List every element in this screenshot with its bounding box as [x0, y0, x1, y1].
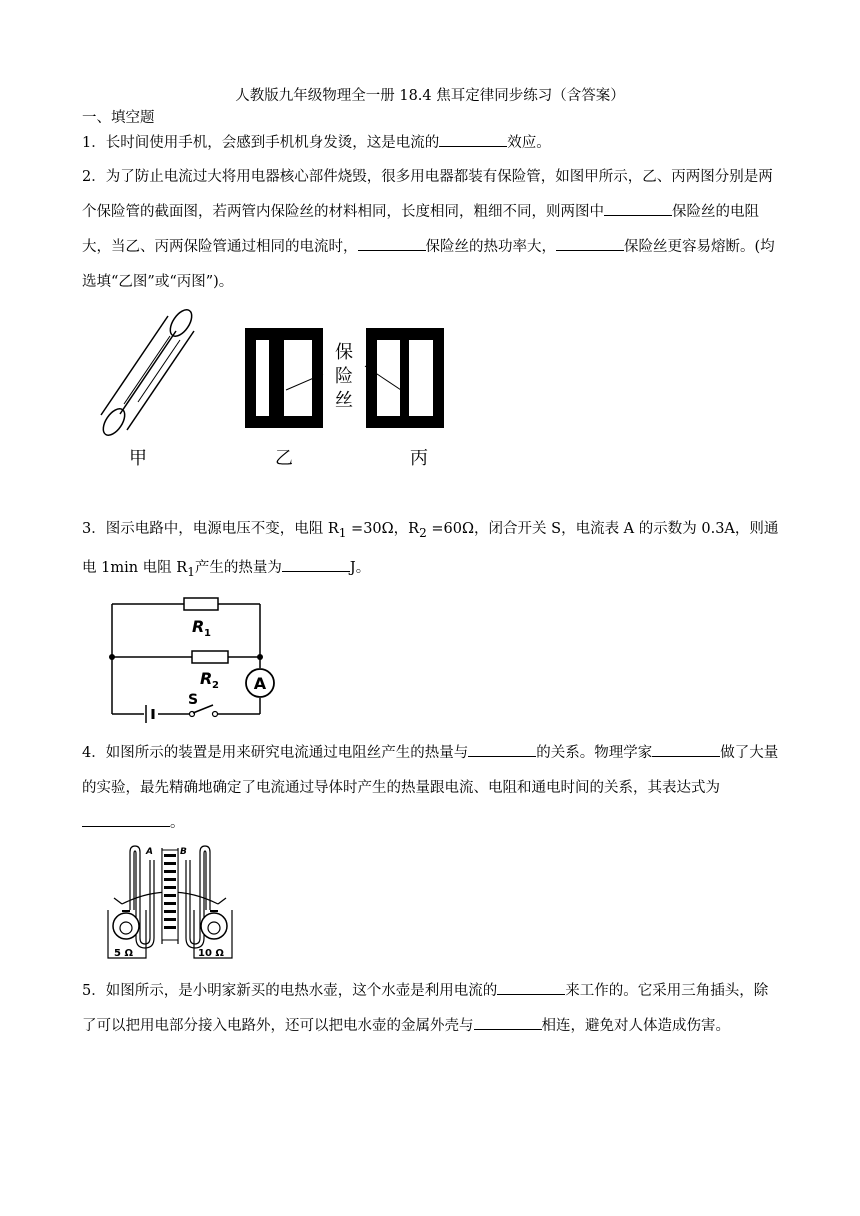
- question-text: =60Ω，闭合开关 S，电流表 A 的示数为 0.3A，则通电 1min 电阻 R: [82, 521, 779, 576]
- question-text: 做了大量的实验，最先精确地确定了电流通过导体时产生的热量跟电流、电阻和通电时间的关系，其表达式为: [82, 745, 779, 796]
- question-1: [82, 126, 782, 161]
- subscript: 2: [419, 525, 427, 540]
- figure-label-jia: 甲: [129, 448, 147, 469]
- r1-label: R: [192, 617, 205, 636]
- answer-blank[interactable]: [358, 234, 426, 251]
- question-number: 4．: [82, 745, 106, 761]
- battery-icon: [146, 705, 153, 723]
- resistor-r2-icon: [192, 651, 228, 663]
- question-text: 为了防止电流过大将用电器核心部件烧毁，很多用电器都装有保险管，如图甲所示，乙、丙两图分别是两个保险管的截面图，若两管内保险丝的材料相同，长度相同，粗细不同，则两图中: [82, 169, 773, 220]
- ammeter-label: A: [253, 674, 267, 693]
- resistor-label-5: 5 Ω: [114, 948, 133, 959]
- answer-blank[interactable]: [439, 130, 507, 147]
- question-text: J。: [349, 559, 371, 576]
- fuse-label: 保: [335, 342, 353, 363]
- fuse-section-thick: [245, 328, 323, 428]
- question-number: 3．: [82, 521, 106, 537]
- answer-blank[interactable]: [282, 555, 350, 572]
- switch-label: S: [188, 692, 199, 708]
- section-heading: 一、填空题: [82, 110, 155, 126]
- fuse-label: 丝: [335, 390, 353, 411]
- question-text: 长时间使用手机，会感到手机机身发烫，这是电流的: [105, 135, 440, 151]
- question-number: 1．: [82, 135, 106, 151]
- question-text: 保险丝的电阻大，当乙、丙两保险管通过相同的电流时，: [82, 204, 759, 255]
- r1-subscript: 1: [204, 628, 211, 639]
- fuse-tube-icon: [99, 306, 196, 439]
- question-2: [82, 160, 782, 300]
- page-title: 人教版九年级物理全一册 18.4 焦耳定律同步练习（含答案）: [235, 88, 625, 104]
- scale-ruler-icon: [162, 850, 178, 940]
- tube-label-b: B: [180, 847, 187, 857]
- question-3: [82, 512, 782, 590]
- subscript: 1: [338, 525, 347, 540]
- question-text: 如图所示，是小明家新买的电热水壶，这个水壶是利用电流的: [105, 983, 498, 999]
- question-text: 保险丝的热功率大，: [425, 239, 556, 255]
- resistor-label-10: 10 Ω: [198, 948, 224, 959]
- question-text: =30Ω，R: [346, 521, 420, 537]
- question-text: 如图所示的装置是用来研究电流通过电阻丝产生的热量与: [105, 745, 469, 761]
- question-text: 效应。: [507, 135, 551, 151]
- answer-blank[interactable]: [82, 810, 170, 827]
- question-text: 保险丝更容易熔断。(均选填“乙图”或“丙图”)。: [82, 239, 775, 290]
- question-text: 相连，避免对人体造成伤害。: [541, 1018, 730, 1034]
- tube-label-a: A: [146, 847, 153, 857]
- fuse-section-thin: [366, 328, 444, 428]
- question-text: 的关系。物理学家: [536, 745, 653, 761]
- question-5: [82, 974, 782, 1044]
- circuit-diagram: [100, 592, 280, 724]
- answer-blank[interactable]: [604, 199, 672, 216]
- figure-label-bing: 丙: [410, 448, 428, 469]
- question-text: 。: [170, 815, 185, 831]
- r2-subscript: 2: [212, 680, 219, 691]
- answer-blank[interactable]: [556, 234, 624, 251]
- question-4: [82, 736, 782, 841]
- question-text: 图示电路中，电源电压不变，电阻 R: [105, 521, 339, 537]
- question-number: 2．: [82, 169, 106, 185]
- resistor-r1-icon: [184, 598, 218, 610]
- question-number: 5．: [82, 983, 106, 999]
- fuse-figure: [96, 306, 456, 472]
- right-flask-icon: [201, 911, 227, 939]
- answer-blank[interactable]: [468, 740, 536, 757]
- subscript: 1: [187, 564, 195, 579]
- question-text: 来工作的。它采用三角插头，除了可以把用电部分接入电路外，还可以把电水壶的金属外壳与: [82, 983, 769, 1034]
- question-text: 产生的热量为: [194, 559, 282, 576]
- answer-blank[interactable]: [497, 978, 565, 995]
- fuse-label: 险: [335, 366, 353, 387]
- left-flask-icon: [113, 911, 139, 939]
- answer-blank[interactable]: [474, 1013, 542, 1030]
- r2-label: R: [200, 669, 213, 688]
- u-tube-apparatus: [100, 840, 240, 964]
- figure-label-yi: 乙: [275, 448, 293, 469]
- answer-blank[interactable]: [652, 740, 720, 757]
